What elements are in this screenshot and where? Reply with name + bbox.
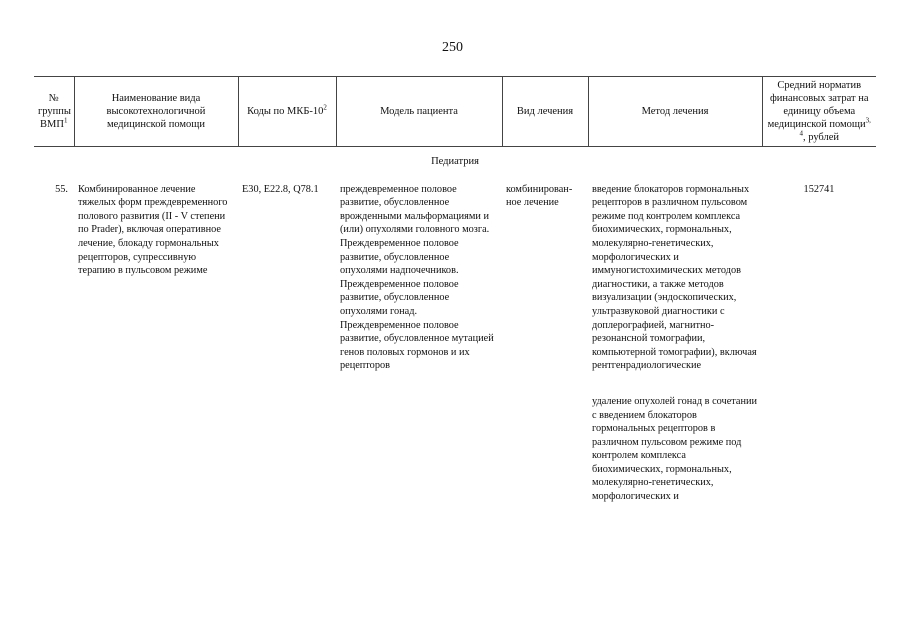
header-cost-unit: , рублей	[802, 132, 840, 143]
header-cost-norm	[762, 77, 876, 147]
table-row	[34, 183, 876, 504]
header-icd-codes	[238, 77, 336, 147]
method-paragraph-1: введение блокаторов гормональных рецепторов в различном пульсовом режиме под контролем комплекса биохимических, гормональных, молекулярно-генетических, морфологических и иммуногистохимических методов диагностики, а также методов визуализации (эндоскопических, ультразвуковой диагностики с доплерографией, магнитно-резонансной томографии, компьютерной томографии), включая рентгенрадиологические	[592, 183, 757, 372]
header-group-number	[34, 77, 74, 147]
cell-icd-codes: E30, E22.8, Q78.1	[242, 183, 319, 195]
header-cost-label: Средний норматив финансовых затрат на единицу объема медицинской помощи	[767, 80, 869, 130]
header-treatment-method: Метод лечения	[588, 77, 762, 147]
cell-treatment-method	[588, 183, 762, 504]
header-num-line1: №	[48, 93, 59, 104]
cell-care-type: Комбинированное лечение тяжелых форм преждевременного полового развития (II - V степени по Prader), включая оперативное лечение, блокаду гормональных рецепторов, супрессивную терапию в пульсовом режиме	[78, 183, 228, 277]
page-number: 250	[442, 40, 463, 55]
vmp-table	[34, 76, 876, 504]
section-row	[34, 147, 876, 183]
footnote-1: 1	[63, 116, 68, 125]
header-num-line3: ВМП	[40, 119, 64, 130]
cell-cost: 152741	[803, 183, 835, 195]
header-num-line2: группы	[38, 106, 71, 117]
header-treatment-type: Вид лечения	[502, 77, 588, 147]
header-patient-model: Модель пациента	[336, 77, 502, 147]
section-title: Педиатрия	[431, 156, 479, 167]
header-row	[34, 77, 876, 147]
header-care-type: Наименование вида высокотехнологичной медицинской помощи	[74, 77, 238, 147]
footnote-2: 2	[323, 103, 327, 112]
cell-patient-model: преждевременное половое развитие, обусловленное врожденными мальформациями и (или) опухолями головного мозга. Преждевременное половое развитие, обусловленное опухолями надпочечников. Преждевременное половое развитие, обусловленное опухолями гонад. Преждевременное половое развитие, обусловленное мутацией генов половых гормонов и их рецепторов	[340, 183, 494, 372]
method-paragraph-2: удаление опухолей гонад в сочетании с введением блокаторов гормональных рецепторов в различном пульсовом режиме под контролем комплекса биохимических, гормональных, молекулярно-генетических, морфологических и	[592, 395, 758, 503]
header-icd-label: Коды по МКБ-10	[247, 106, 324, 117]
cell-group-number: 55.	[55, 183, 68, 195]
cell-treatment-type: комбинирован-ное лечение	[506, 183, 573, 209]
footnote-3-4: 3, 4	[799, 116, 871, 138]
